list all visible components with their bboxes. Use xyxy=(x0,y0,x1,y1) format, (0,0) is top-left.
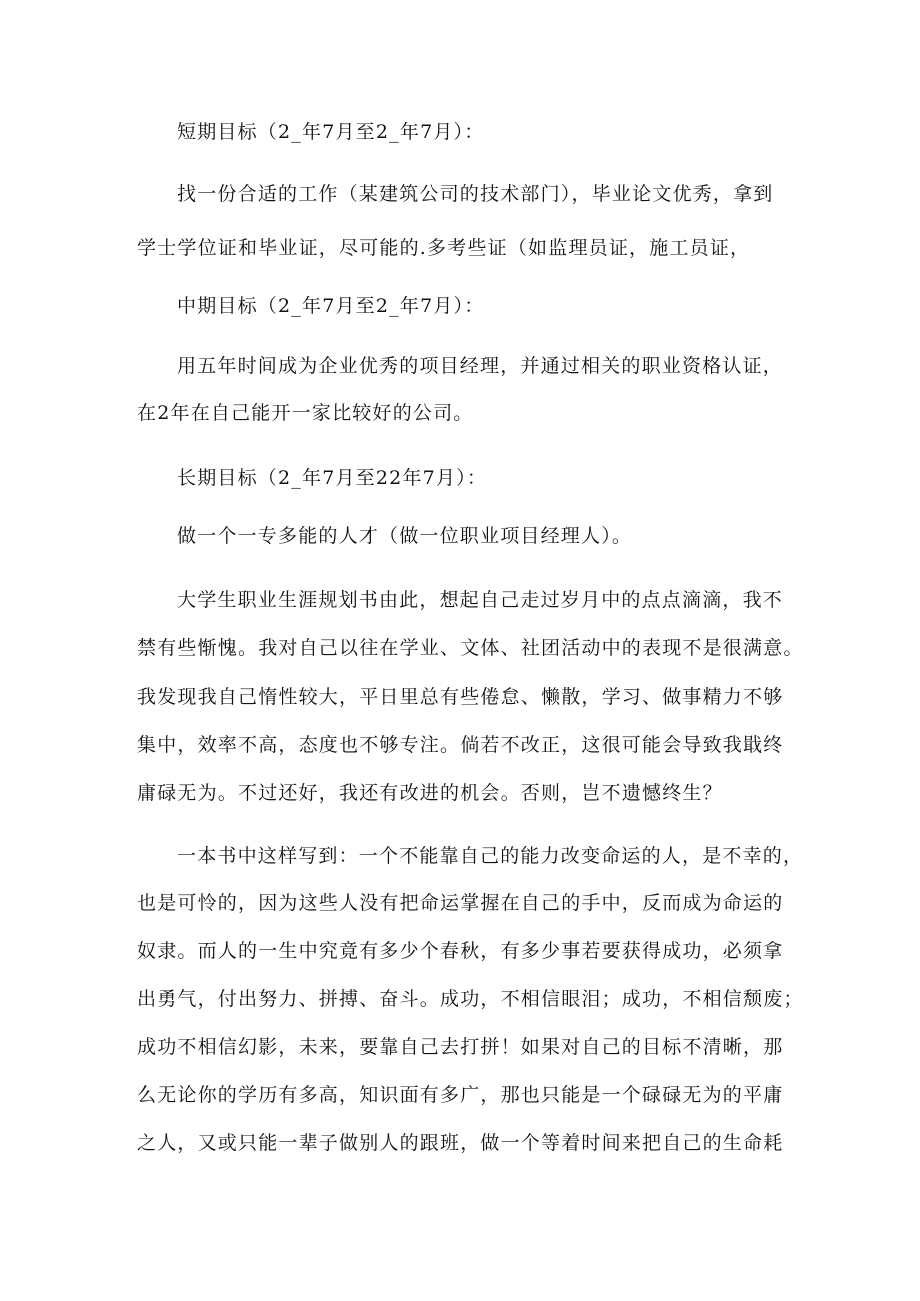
mid-term-heading: 中期目标（2_年7月至2_年7月）： xyxy=(177,295,485,317)
quote-paragraph-line: 也是可怜的，因为这些人没有把命运掌握在自己的手中，反而成为命运的 xyxy=(137,892,784,914)
long-term-heading: 长期目标（2_年7月至22年7月）： xyxy=(177,467,488,489)
short-term-paragraph-line: 找一份合适的工作（某建筑公司的技术部门），毕业论文优秀，拿到 xyxy=(177,183,774,205)
reflection-paragraph-line: 我发现我自己惰性较大，平日里总有些倦怠、懒散，学习、做事精力不够 xyxy=(137,686,784,708)
mid-term-paragraph-line: 在2年在自己能开一家比较好的公司。 xyxy=(137,402,474,424)
reflection-paragraph-line: 集中，效率不高，态度也不够专注。倘若不改正，这很可能会导致我戢终 xyxy=(137,734,784,756)
long-term-paragraph-line: 做一个一专多能的人才（做一位职业项目经理人）。 xyxy=(177,525,633,547)
quote-paragraph-line: 么无论你的学历有多高，知识面有多广，那也只能是一个碌碌无为的平庸 xyxy=(137,1084,784,1106)
quote-paragraph-line: 成功不相信幻影，未来，要靠自己去打拼！如果对自己的目标不清晰，那 xyxy=(137,1036,784,1058)
quote-paragraph-line: 奴隶。而人的一生中究竟有多少个春秋，有多少事若要获得成功，必须拿 xyxy=(137,940,784,962)
reflection-paragraph-line: 庸碌无为。不过还好，我还有改进的机会。否则，岂不遗憾终生？ xyxy=(137,782,723,804)
reflection-paragraph-line: 大学生职业生涯规划书由此，想起自己走过岁月中的点点滴滴，我不 xyxy=(177,589,784,611)
quote-paragraph-line: 出勇气，付出努力、拼搏、奋斗。成功，不相信眼泪；成功，不相信颓废； xyxy=(137,988,804,1010)
reflection-paragraph-line: 禁有些惭愧。我对自己以往在学业、文体、社团活动中的表现不是很满意。 xyxy=(137,637,804,659)
short-term-paragraph-line: 学士学位证和毕业证，尽可能的.多考些证（如监理员证，施工员证， xyxy=(137,237,751,259)
quote-paragraph-line: 一本书中这样写到：一个不能靠自己的能力改变命运的人，是不幸的， xyxy=(177,845,804,867)
quote-paragraph-line: 之人，又或只能一辈子做别人的跟班，做一个等着时间来把自己的生命耗 xyxy=(137,1132,784,1154)
short-term-heading: 短期目标（2_年7月至2_年7月）： xyxy=(177,121,485,143)
mid-term-paragraph-line: 用五年时间成为企业优秀的项目经理，并通过相关的职业资格认证， xyxy=(177,355,784,377)
